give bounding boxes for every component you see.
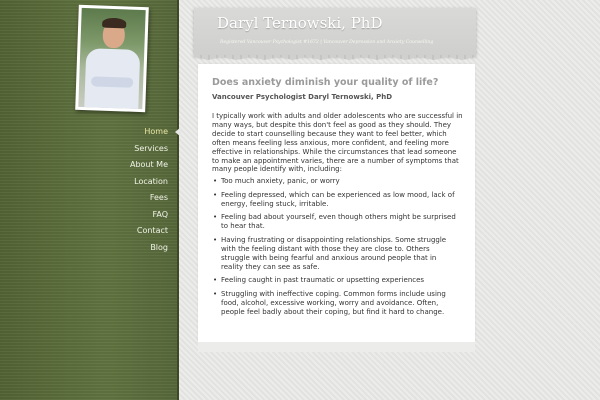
nav-label-blog: Blog — [150, 242, 168, 252]
list-item-text: • Feeling caught in past traumatic or upsetting experiences — [221, 276, 425, 284]
site-title[interactable]: Daryl Ternowski, PhD — [217, 14, 383, 32]
list-item — [212, 177, 464, 186]
nav-label-contact: Contact — [136, 226, 168, 235]
content-footer-strip — [198, 342, 475, 352]
main-content — [198, 64, 475, 342]
main-nav — [0, 124, 179, 256]
list-item — [212, 213, 464, 231]
nav-label-about-me: About Me — [129, 160, 168, 169]
nav-item-about-me[interactable] — [0, 157, 179, 174]
symptom-list — [212, 177, 464, 321]
nav-label-faq: FAQ — [152, 209, 168, 219]
profile-photo — [75, 5, 149, 112]
intro-paragraph: I typically work with adults and older adolescents who are successful in many ways, but despite this don't feel as good as they should. They decide to start counselling because they want to feel better, which often means feeling less anxious, more confident, and feeling more effective in relationships. While the circumstances that lead someone to make an appointment varies, there are a number of symptoms that many people identify with, including: — [212, 112, 463, 174]
site-header — [194, 8, 476, 56]
list-item — [212, 236, 464, 272]
list-item — [212, 191, 464, 209]
nav-item-contact[interactable] — [0, 223, 179, 240]
nav-item-blog[interactable] — [0, 240, 179, 257]
nav-label-services: Services — [134, 143, 168, 153]
list-item-text: • Too much anxiety, panic, or worry — [221, 177, 340, 185]
page-title: Does anxiety diminish your quality of life? — [212, 77, 439, 88]
list-item — [212, 290, 464, 317]
nav-label-home: Home — [144, 127, 168, 136]
nav-label-fees: Fees — [149, 193, 168, 202]
nav-item-services[interactable] — [0, 141, 179, 158]
active-indicator-icon — [175, 127, 181, 137]
photo-image — [78, 8, 145, 109]
list-item-text: • Feeling depressed, which can be experienced as low mood, lack of energy, feeling stuck, irritable. — [221, 190, 455, 208]
list-item-text: • Feeling bad about yourself, even though others might be surprised to hear that. — [221, 213, 456, 230]
list-item-text: • Having frustrating or disappointing relationships. Some struggle with the feeling distant with those they are close to. Others struggle with being fearful and anxious around people that in reality they can see as safe. — [221, 235, 447, 271]
list-item-text: • Struggling with ineffective coping. Common forms include using food, alcohol, excessive working, worry and avoidance. Often, people feel badly about their coping, but find it hard to change. — [221, 289, 446, 316]
nav-item-home[interactable] — [0, 124, 179, 141]
page-subtitle: Vancouver Psychologist Daryl Ternowski, PhD — [212, 93, 393, 101]
sidebar — [0, 0, 179, 400]
photo-hair — [102, 18, 126, 29]
site-tagline: Registered Vancouver Psychologist #1672 | Vancouver Depression and Anxiety Counselling — [220, 40, 434, 45]
list-item — [212, 276, 464, 285]
nav-item-location[interactable] — [0, 174, 179, 191]
photo-arms — [91, 76, 133, 87]
nav-item-fees[interactable] — [0, 190, 179, 207]
nav-item-faq[interactable] — [0, 207, 179, 224]
nav-label-location: Location — [134, 176, 168, 186]
